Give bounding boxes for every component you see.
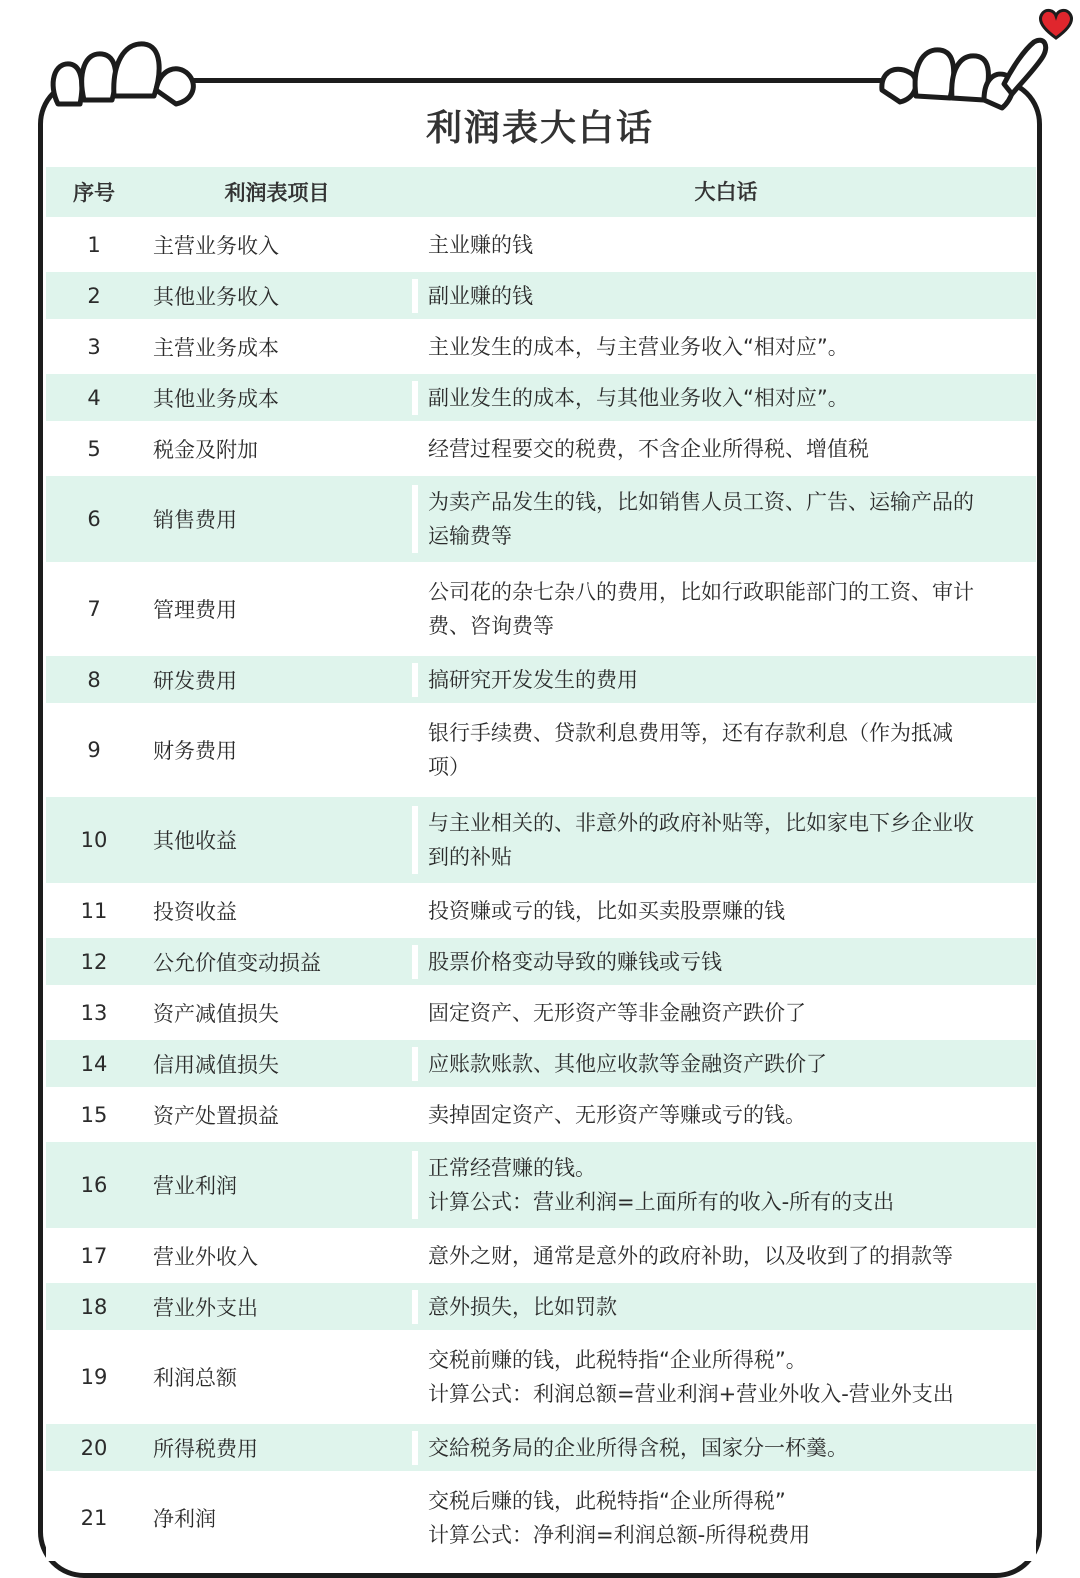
row-index: 15 [80,1102,108,1127]
table-row [46,1091,1036,1138]
row-plain-talk [412,996,1036,1030]
row-item: 其他业务成本 [153,386,279,411]
table-row [46,989,1036,1036]
plain-talk-line: 副业发生的成本，与其他业务收入“相对应”。 [428,385,849,410]
table-row [46,425,1036,472]
row-item: 所得税费用 [153,1436,258,1461]
row-item: 税金及附加 [153,437,258,462]
plain-talk-line: 运输费等 [428,524,512,548]
plain-talk-line: 股票价格变动导致的赚钱或亏钱 [428,949,722,974]
row-index: 4 [87,385,101,410]
plain-talk-line: 交税后赚的钱，此税特指“企业所得税” [428,1489,786,1513]
row-item: 净利润 [153,1507,216,1531]
row-item: 主营业务收入 [153,233,279,258]
plain-talk-line: 副业赚的钱 [428,283,533,308]
row-index: 12 [80,949,108,974]
row-plain-talk [412,1047,1036,1081]
plain-talk-line: 与主业相关的、非意外的政府补贴等，比如家电下乡企业收 [428,811,974,835]
table-row [46,323,1036,370]
row-plain-talk [412,1098,1036,1132]
row-index: 18 [80,1294,108,1319]
row-plain-talk [412,806,1036,874]
table-row [46,656,1036,703]
row-index: 14 [80,1051,108,1076]
row-plain-talk [412,1239,1036,1273]
row-item: 研发费用 [153,668,237,693]
row-item: 资产处置损益 [153,1103,279,1128]
plain-talk-line: 主业发生的成本，与主营业务收入“相对应”。 [428,334,849,359]
plain-talk-line: 固定资产、无形资产等非金融资产跌价了 [428,1000,806,1025]
table-row [46,1334,1036,1420]
row-index: 20 [80,1435,108,1460]
row-plain-talk [412,1431,1036,1465]
page-title: 利润表大白话 [425,108,654,149]
header-index: 序号 [73,181,115,205]
plain-talk-line: 交税前赚的钱，此税特指“企业所得税”。 [428,1348,807,1372]
row-index: 17 [80,1243,108,1268]
row-plain-talk [412,330,1036,364]
plain-talk-line: 公司花的杂七杂八的费用，比如行政职能部门的工资、审计 [428,580,974,604]
plain-talk-line: 主业赚的钱 [428,232,533,257]
plain-talk-line: 经营过程要交的税费，不含企业所得税、增值税 [428,436,869,461]
plain-talk-line: 搞研究开发发生的费用 [428,667,638,692]
table-row [46,1475,1036,1561]
row-item: 资产减值损失 [153,1001,279,1026]
heart-icon [1036,6,1076,42]
plain-talk-line: 应账款账款、其他应收款等金融资产跌价了 [428,1051,827,1076]
row-plain-talk [412,716,1036,784]
plain-talk-line: 计算公式：净利润=利润总额-所得税费用 [428,1523,811,1547]
plain-talk-line: 投资赚或亏的钱，比如买卖股票赚的钱 [428,898,785,923]
table-body [46,217,1036,1561]
row-index: 1 [87,232,101,257]
plain-talk-line: 交給税务局的企业所得含税，国家分一杯羹。 [428,1435,848,1460]
table-row [46,221,1036,268]
plain-talk-line: 银行手续费、贷款利息费用等，还有存款利息（作为抵减 [428,721,953,745]
row-index: 5 [87,436,101,461]
row-item: 销售费用 [153,508,237,532]
row-index: 13 [80,1000,108,1025]
table-row [46,887,1036,934]
plain-talk-line: 为卖产品发生的钱，比如销售人员工资、广告、运输产品的 [428,490,974,514]
table-row [46,797,1036,883]
table-row [46,272,1036,319]
row-item: 营业利润 [153,1174,237,1198]
row-item: 公允价值变动损益 [153,950,321,975]
row-index: 21 [80,1506,108,1530]
row-index: 11 [80,898,108,923]
table-header [46,167,1036,217]
table-row [46,566,1036,652]
row-item: 其他收益 [153,829,237,853]
row-index: 3 [87,334,101,359]
table-row [46,707,1036,793]
row-item: 信用减值损失 [153,1052,279,1077]
row-index: 10 [80,828,108,852]
row-plain-talk [412,1151,1036,1219]
row-index: 6 [87,507,101,531]
row-plain-talk [412,663,1036,697]
row-index: 2 [87,283,101,308]
plain-talk-line: 正常经营赚的钱。 [428,1156,596,1180]
row-index: 7 [87,597,101,621]
row-plain-talk [412,945,1036,979]
table-row [46,476,1036,562]
row-plain-talk [412,485,1036,553]
row-item: 其他业务收入 [153,284,279,309]
row-item: 营业外支出 [153,1295,258,1320]
row-index: 8 [87,667,101,692]
header-plain-talk: 大白话 [694,180,758,204]
table-row [46,1283,1036,1330]
table-row [46,1142,1036,1228]
row-item: 营业外收入 [153,1244,258,1269]
table-row [46,1040,1036,1087]
plain-talk-line: 到的补贴 [428,845,512,869]
table-row [46,938,1036,985]
row-plain-talk [412,381,1036,415]
table-row [46,1424,1036,1471]
row-index: 16 [80,1173,108,1197]
plain-talk-line: 意外之财，通常是意外的政府补助，以及收到了的捐款等 [428,1243,953,1268]
row-item: 财务费用 [153,739,237,763]
plain-talk-line: 计算公式：营业利润=上面所有的收入-所有的支出 [428,1190,895,1214]
row-plain-talk [412,894,1036,928]
table-row [46,1232,1036,1279]
row-item: 投资收益 [153,899,237,924]
row-plain-talk [412,228,1036,262]
row-index: 19 [80,1365,108,1389]
plain-talk-line: 计算公式：利润总额=营业利润+营业外收入-营业外支出 [428,1382,954,1406]
row-item: 利润总额 [153,1366,237,1390]
plain-talk-line: 费、咨询费等 [428,614,554,638]
row-index: 9 [87,738,101,762]
plain-talk-line: 意外损失，比如罚款 [428,1294,617,1319]
row-item: 管理费用 [153,598,237,622]
row-plain-talk [412,575,1036,643]
table-row [46,374,1036,421]
plain-talk-line: 卖掉固定资产、无形资产等赚或亏的钱。 [428,1102,806,1127]
row-plain-talk [412,1343,1036,1411]
plain-talk-line: 项） [428,755,470,779]
row-item: 主营业务成本 [153,335,279,360]
row-plain-talk [412,1484,1036,1552]
income-statement-table [46,167,1036,1561]
row-plain-talk [412,432,1036,466]
row-plain-talk [412,1290,1036,1324]
row-plain-talk [412,279,1036,313]
header-item: 利润表项目 [224,181,330,205]
